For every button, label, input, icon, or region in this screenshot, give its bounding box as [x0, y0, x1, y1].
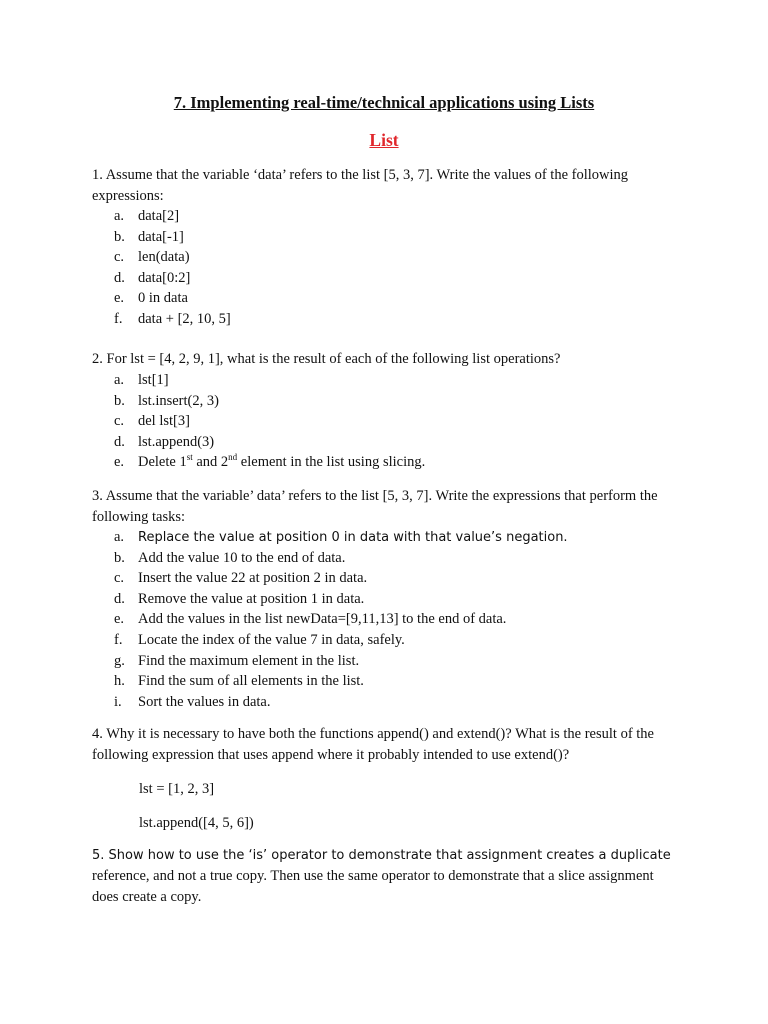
- list-item: [114, 432, 425, 453]
- superscript: st: [186, 452, 193, 463]
- list-item: [114, 268, 231, 289]
- item-text-part: element in the list using slicing.: [237, 454, 426, 471]
- item-text: lst[1]: [138, 372, 169, 388]
- list-item: [114, 288, 231, 309]
- item-letter: c.: [114, 570, 125, 587]
- item-letter: d.: [114, 433, 125, 450]
- list-item: [114, 589, 568, 610]
- item-text: lst.append(3): [138, 433, 215, 450]
- question-1: 1. Assume that the variable ‘data’ refers to the list [5, 3, 7]. Write the values of the following expressions:: [92, 167, 629, 204]
- section-title: List: [369, 130, 399, 150]
- code-line: lst = [1, 2, 3]: [139, 781, 215, 797]
- item-letter: a.: [114, 529, 125, 545]
- question-5-text-sans: 5. Show how to use the ‘is’ operator to demonstrate that assignment creates a duplicate: [92, 848, 671, 863]
- list-item: [114, 609, 568, 630]
- item-letter: d.: [114, 269, 125, 286]
- item-text: Locate the index of the value 7 in data, safely.: [138, 631, 405, 648]
- item-text: del lst[3]: [138, 413, 190, 430]
- list-item: [114, 227, 231, 248]
- list-item: [114, 568, 568, 589]
- item-text: Sort the values in data.: [138, 693, 271, 710]
- item-text: Remove the value at position 1 in data.: [138, 590, 365, 607]
- item-letter: f.: [114, 631, 123, 648]
- item-letter: b.: [114, 549, 125, 566]
- list-item: [114, 630, 568, 651]
- item-letter: e.: [114, 611, 125, 628]
- item-letter: f.: [114, 310, 123, 327]
- item-letter: a.: [114, 372, 125, 388]
- code-line: lst.append([4, 5, 6]): [139, 815, 254, 831]
- question-4: 4. Why it is necessary to have both the functions append() and extend()? What is the result of the following expression that uses append where it probably intended to use extend()?: [92, 726, 654, 763]
- list-item: [114, 527, 568, 548]
- list-item: [114, 671, 568, 692]
- item-text: data[0:2]: [138, 269, 191, 286]
- item-text: data[2]: [138, 208, 180, 224]
- list-item: [114, 548, 568, 569]
- list-item: [114, 692, 568, 713]
- item-text: Find the maximum element in the list.: [138, 652, 360, 669]
- item-text: 0 in data: [138, 290, 188, 307]
- item-text-part: Delete 1: [138, 454, 187, 471]
- question-2-items: [114, 370, 425, 473]
- item-letter: c.: [114, 413, 125, 430]
- item-letter: b.: [114, 392, 125, 409]
- item-text: Add the value 10 to the end of data.: [138, 549, 346, 566]
- item-letter: g.: [114, 652, 125, 669]
- item-text: Add the values in the list newData=[9,11,13] to the end of data.: [138, 611, 507, 628]
- list-item: [114, 411, 425, 432]
- item-letter: d.: [114, 590, 125, 607]
- question-5: [92, 845, 672, 908]
- list-item: [114, 370, 425, 391]
- item-text: Find the sum of all elements in the list.: [138, 673, 364, 690]
- question-1-items: [114, 206, 231, 330]
- item-letter: i.: [114, 693, 122, 710]
- question-5-text: reference, and not a true copy. Then use the same operator to demonstrate that a slice assignment does create a copy.: [92, 868, 654, 905]
- item-letter: c.: [114, 249, 125, 266]
- item-letter: h.: [114, 673, 125, 690]
- list-item: [114, 651, 568, 672]
- item-letter: b.: [114, 228, 125, 245]
- list-item: [114, 247, 231, 268]
- item-text: data + [2, 10, 5]: [138, 310, 231, 327]
- question-2: 2. For lst = [4, 2, 9, 1], what is the result of each of the following list operations?: [92, 351, 561, 367]
- superscript: nd: [228, 452, 238, 463]
- item-text: len(data): [138, 249, 190, 266]
- list-item: [114, 452, 425, 473]
- question-3-items: [114, 527, 568, 712]
- list-item: [114, 309, 231, 330]
- list-item: [114, 391, 425, 412]
- item-text: Insert the value 22 at position 2 in data.: [138, 570, 368, 587]
- question-3: 3. Assume that the variable’ data’ refers to the list [5, 3, 7]. Write the expressions that perform the following tasks:: [92, 488, 658, 525]
- page-title: 7. Implementing real-time/technical applications using Lists: [173, 93, 595, 112]
- item-text: Replace the value at position 0 in data with that value’s negation.: [138, 530, 568, 545]
- item-letter: e.: [114, 290, 125, 307]
- item-text: data[-1]: [138, 228, 184, 245]
- list-item: [114, 206, 231, 227]
- item-letter: e.: [114, 454, 125, 471]
- item-text: lst.insert(2, 3): [138, 392, 219, 409]
- item-text-part: and 2: [192, 454, 229, 471]
- item-letter: a.: [114, 208, 125, 224]
